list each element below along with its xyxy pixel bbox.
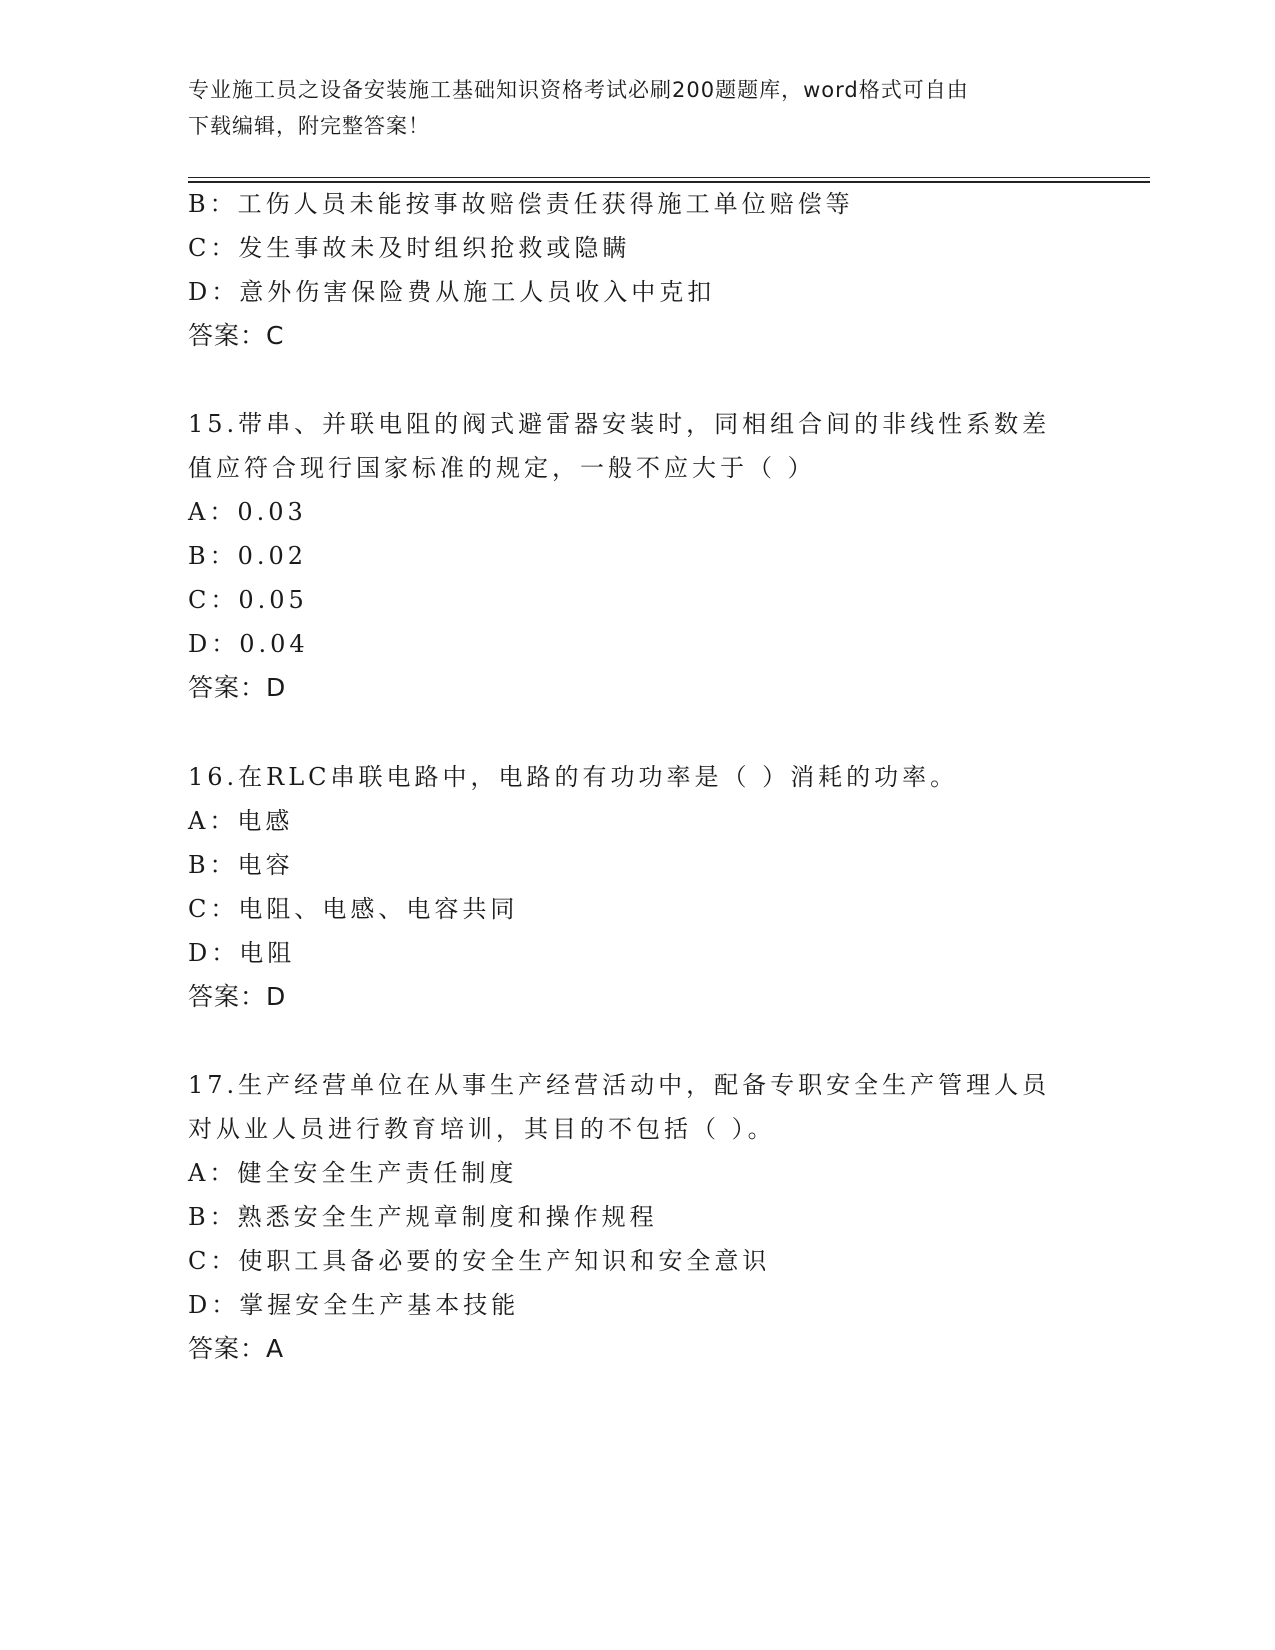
q16-answer: 答案：D xyxy=(188,982,287,1011)
q16-option-c: C：电阻、电感、电容共同 xyxy=(188,895,519,923)
q17-option-c: C：使职工具备必要的安全生产知识和安全意识 xyxy=(188,1247,771,1275)
q14-option-c: C：发生事故未及时组织抢救或隐瞒 xyxy=(188,234,631,262)
q17-question-line-2: 对从业人员进行教育培训，其目的不包括（ ）。 xyxy=(188,1115,776,1143)
q15-option-c: C：0.05 xyxy=(188,586,308,614)
document-header xyxy=(188,72,1068,144)
q15-answer: 答案：D xyxy=(188,673,287,702)
q15-option-d: D：0.04 xyxy=(188,630,309,658)
q14-answer: 答案：C xyxy=(188,321,285,350)
q15-question-line-2: 值应符合现行国家标准的规定，一般不应大于（ ） xyxy=(188,454,816,482)
q16-option-d: D：电阻 xyxy=(188,939,296,967)
q14-option-d: D：意外伤害保险费从施工人员收入中克扣 xyxy=(188,278,716,306)
q15-question-line-1: 15.带串、并联电阻的阀式避雷器安装时，同相组合间的非线性系数差 xyxy=(188,410,1051,438)
q15-option-b: B：0.02 xyxy=(188,542,308,570)
header-title-line-1: 专业施工员之设备安装施工基础知识资格考试必刷200题题库，word格式可自由 xyxy=(188,78,969,102)
q14-option-b: B：工伤人员未能按事故赔偿责任获得施工单位赔偿等 xyxy=(188,190,854,218)
q17-option-d: D：掌握安全生产基本技能 xyxy=(188,1291,520,1319)
q16-option-a: A：电感 xyxy=(188,807,294,835)
header-title-line-2: 下载编辑，附完整答案！ xyxy=(188,114,430,138)
q17-question-line-1: 17.生产经营单位在从事生产经营活动中，配备专职安全生产管理人员 xyxy=(188,1071,1051,1099)
q15-option-a: A：0.03 xyxy=(188,498,307,526)
q17-answer: 答案：A xyxy=(188,1334,285,1363)
q16-option-b: B：电容 xyxy=(188,851,294,879)
header-divider-thick xyxy=(188,181,1150,183)
q17-option-b: B：熟悉安全生产规章制度和操作规程 xyxy=(188,1203,658,1231)
header-divider-thin xyxy=(188,177,1150,178)
q16-question-line-1: 16.在RLC串联电路中，电路的有功功率是（ ）消耗的功率。 xyxy=(188,763,959,791)
q17-option-a: A：健全安全生产责任制度 xyxy=(188,1159,518,1187)
